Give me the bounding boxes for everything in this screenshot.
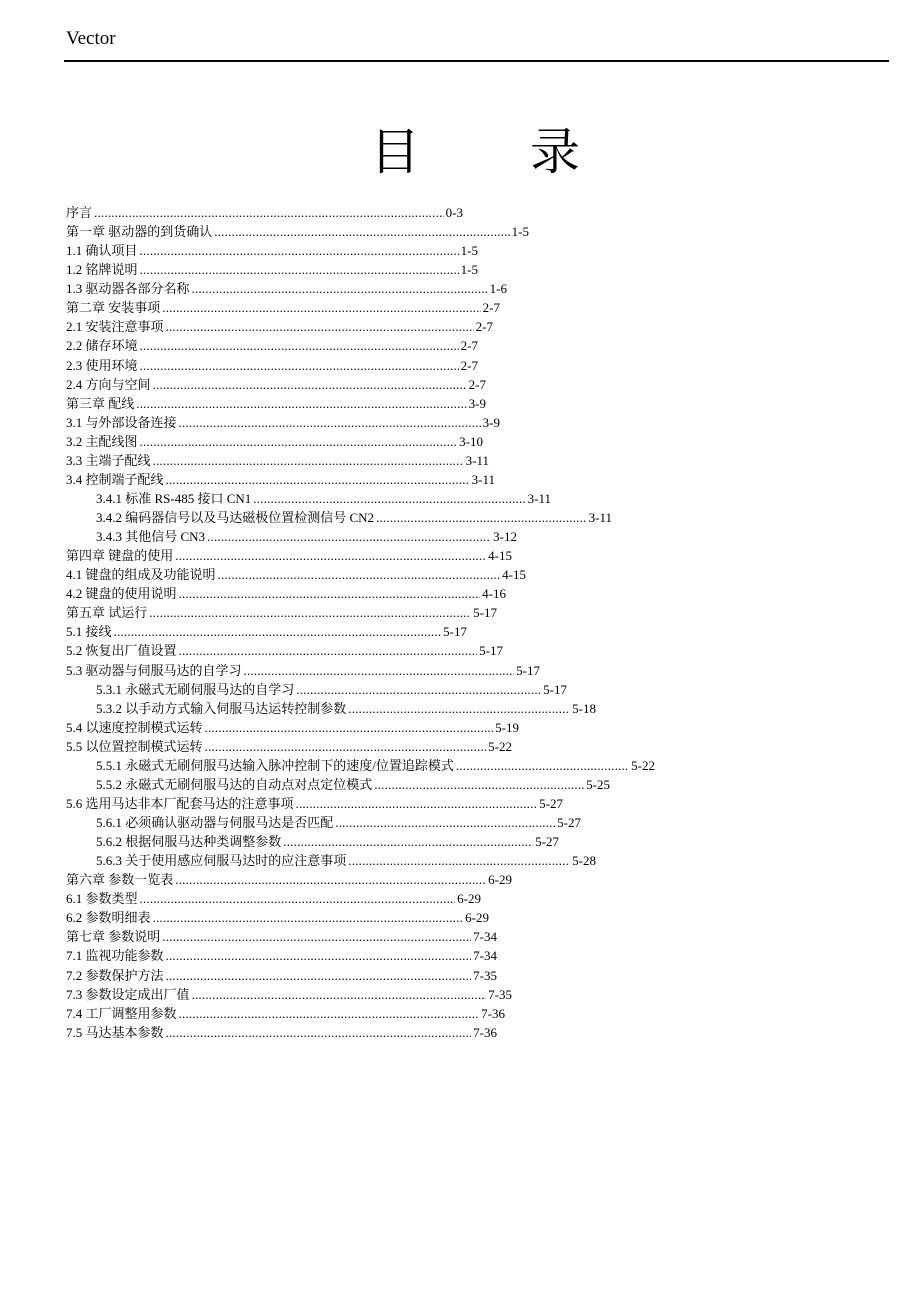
toc-entry-page: 5-18 [572,700,596,716]
leader-dots [207,527,491,546]
toc-entry-page: 4-15 [488,548,512,564]
toc-entry-label: 7.3 参数设定成出厂值 [66,986,190,1002]
leader-dots [166,317,474,336]
toc-entry[interactable] [66,260,478,279]
leader-dots [296,794,538,813]
leader-dots [244,661,515,680]
toc-entry-page: 4-15 [502,567,526,583]
leader-dots [348,851,570,870]
toc-entry-label: 5.1 接线 [66,624,112,640]
toc-entry[interactable] [66,336,478,355]
toc-entry[interactable] [66,222,529,241]
toc-entry[interactable] [66,375,486,394]
leader-dots [136,394,466,413]
leader-dots [283,832,533,851]
toc-entry[interactable] [66,661,540,680]
toc-entry-label: 第三章 配线 [66,395,135,411]
toc-entry-page: 7-35 [473,967,497,983]
toc-entry-page: 3-10 [459,433,483,449]
leader-dots [140,241,459,260]
header-title: Vector [66,28,116,49]
toc-entry[interactable] [66,1023,497,1042]
toc-entry-label: 5.3.2 以手动方式输入伺服马达运转控制参数 [96,700,347,716]
toc-entry-page: 3-11 [471,471,495,487]
toc-entry[interactable] [66,889,481,908]
toc-entry[interactable] [66,356,478,375]
leader-dots [218,565,501,584]
toc-entry-page: 2-7 [482,300,500,316]
toc-entry-label: 第二章 安装事项 [66,300,161,316]
toc-entry-page: 5-17 [443,624,467,640]
leader-dots [374,775,584,794]
toc-entry-page: 5-17 [516,662,540,678]
toc-entry-page: 5-27 [557,815,581,830]
toc-entry-page: 3-11 [527,490,551,506]
toc-entry-label: 4.1 键盘的组成及功能说明 [66,567,216,583]
leader-dots [192,279,488,298]
toc-entry-label: 第一章 驱动器的到货确认 [66,224,213,240]
leader-dots [166,1023,472,1042]
toc-entry-page: 7-35 [488,986,512,1002]
toc-entry-page: 6-29 [457,891,481,907]
toc-entry-label: 5.5.2 永磁式无刷伺服马达的自动点对点定位模式 [96,776,373,792]
toc-entry-page: 5-17 [473,605,497,621]
toc-entry[interactable] [66,794,563,813]
toc-entry-label: 3.4.3 其他信号 CN3 [96,529,206,545]
toc-entry-page: 5-27 [535,834,559,850]
toc-entry[interactable] [66,603,497,622]
toc-entry[interactable] [66,432,483,451]
toc-entry[interactable] [66,718,519,737]
leader-dots [179,641,478,660]
toc-entry-label: 第七章 参数说明 [66,929,161,945]
leader-dots [166,946,472,965]
leader-dots [179,1004,480,1023]
leader-dots [214,222,509,241]
toc-entry[interactable] [66,641,503,660]
toc-entry-page: 3-11 [588,510,612,525]
toc-entry-page: 0-3 [445,205,463,220]
toc-entry[interactable] [96,851,596,870]
leader-dots [205,737,487,756]
toc-entry-label: 3.1 与外部设备连接 [66,414,177,430]
toc-entry-page: 2-7 [475,319,493,335]
leader-dots [205,718,494,737]
toc-entry[interactable] [66,908,489,927]
leader-dots [94,203,444,222]
toc-entry[interactable] [66,241,478,260]
leader-dots [166,470,470,489]
toc-entry-label: 7.2 参数保护方法 [66,967,164,983]
toc-entry[interactable] [66,737,512,756]
toc-entry[interactable] [66,927,497,946]
leader-dots [140,260,459,279]
toc-entry-page: 1-5 [460,262,478,278]
header-rule [64,60,889,62]
toc-entry-label: 第四章 键盘的使用 [66,548,174,564]
leader-dots [162,927,471,946]
leader-dots [192,985,487,1004]
toc-entry-page: 5-27 [539,795,563,811]
toc-entry-label: 5.3 驱动器与伺服马达的自学习 [66,662,242,678]
leader-dots [140,336,459,355]
leader-dots [253,489,525,508]
leader-dots [140,889,456,908]
toc-entry[interactable] [66,203,463,222]
toc-entry-label: 5.6.3 关于使用感应伺服马达时的应注意事项 [96,853,347,869]
toc-entry-label: 5.5.1 永磁式无刷伺服马达输入脉冲控制下的速度/位置追踪模式 [96,757,454,773]
leader-dots [149,603,471,622]
toc-entry-page: 2-7 [468,376,486,392]
toc-entry[interactable] [66,279,507,298]
toc-entry[interactable] [66,985,512,1004]
toc-entry-label: 1.3 驱动器各部分名称 [66,281,190,297]
toc-entry-label: 2.1 安装注意事项 [66,319,164,335]
leader-dots [348,699,570,718]
toc-entry-page: 7-36 [473,1024,497,1040]
toc-entry[interactable] [66,470,495,489]
toc-entry-page: 7-34 [473,948,497,964]
toc-entry-label: 7.1 监视功能参数 [66,948,164,964]
toc-entry-label: 2.4 方向与空间 [66,376,151,392]
toc-entry-page: 5-28 [572,853,596,869]
page-title-char-2: 录 [530,123,580,181]
toc-entry-page: 4-16 [482,586,506,602]
leader-dots [114,622,442,641]
toc-entry-label: 序言 [66,205,93,220]
toc-entry-label: 第六章 参数一览表 [66,872,174,888]
toc-entry[interactable] [66,1004,505,1023]
leader-dots [153,451,464,470]
table-of-contents [66,203,655,1042]
toc-entry[interactable] [96,756,655,775]
toc-entry[interactable] [66,451,489,470]
leader-dots [179,584,481,603]
toc-entry[interactable] [96,699,596,718]
toc-entry-label: 5.5 以位置控制模式运转 [66,738,203,754]
leader-dots [335,813,555,832]
toc-entry[interactable] [66,870,512,889]
toc-entry-label: 7.5 马达基本参数 [66,1024,164,1040]
toc-entry[interactable] [96,813,581,832]
toc-entry[interactable] [96,775,610,794]
toc-entry-label: 2.3 使用环境 [66,357,138,373]
toc-entry-page: 7-34 [473,929,497,945]
toc-entry[interactable] [66,622,467,641]
toc-entry-page: 5-22 [631,757,655,773]
leader-dots [166,966,472,985]
toc-entry-page: 1-5 [460,243,478,259]
toc-entry-page: 3-9 [468,395,486,411]
toc-entry[interactable] [66,546,512,565]
toc-entry-page: 7-36 [481,1005,505,1021]
toc-entry-page: 6-29 [488,872,512,888]
toc-entry-label: 3.4.1 标准 RS-485 接口 CN1 [96,490,252,506]
toc-entry-label: 5.2 恢复出厂值设置 [66,643,177,659]
toc-entry-label: 3.4 控制端子配线 [66,471,164,487]
toc-entry-label: 7.4 工厂调整用参数 [66,1005,177,1021]
leader-dots [179,413,481,432]
toc-entry[interactable] [66,413,500,432]
toc-entry-page: 2-7 [460,357,478,373]
leader-dots [140,432,458,451]
toc-entry-page: 3-11 [465,452,489,468]
toc-entry[interactable] [96,489,551,508]
toc-entry-label: 5.4 以速度控制模式运转 [66,719,203,735]
toc-entry-label: 第五章 试运行 [66,605,148,621]
toc-entry-page: 3-9 [482,414,500,430]
leader-dots [162,298,480,317]
leader-dots [175,546,486,565]
toc-entry[interactable] [96,508,612,527]
toc-entry-page: 5-22 [488,738,512,754]
toc-entry-label: 6.1 参数类型 [66,891,138,907]
toc-entry-label: 3.2 主配线图 [66,433,138,449]
toc-entry-label: 4.2 键盘的使用说明 [66,586,177,602]
toc-entry[interactable] [96,527,517,546]
toc-entry[interactable] [66,584,506,603]
leader-dots [175,870,486,889]
toc-entry-label: 5.6.1 必须确认驱动器与伺服马达是否匹配 [96,815,334,830]
toc-entry[interactable] [96,832,559,851]
toc-entry-page: 2-7 [460,338,478,354]
toc-entry-label: 3.3 主端子配线 [66,452,151,468]
page-title-char-1: 目 [370,123,420,181]
toc-entry[interactable] [66,565,526,584]
leader-dots [456,756,629,775]
leader-dots [153,908,464,927]
leader-dots [296,680,541,699]
toc-entry-page: 5-19 [495,719,519,735]
toc-entry[interactable] [66,298,500,317]
toc-entry-page: 1-6 [489,281,507,297]
toc-entry-label: 1.1 确认项目 [66,243,138,259]
toc-entry-label: 6.2 参数明细表 [66,910,151,926]
toc-entry-page: 3-12 [493,529,517,545]
toc-entry-page: 6-29 [465,910,489,926]
leader-dots [140,356,459,375]
leader-dots [376,508,587,527]
toc-entry-page: 5-17 [543,681,567,697]
leader-dots [153,375,467,394]
toc-entry-page: 1-5 [511,224,529,240]
toc-entry[interactable] [66,966,497,985]
toc-entry[interactable] [66,317,493,336]
toc-entry-label: 5.3.1 永磁式无刷伺服马达的自学习 [96,681,295,697]
toc-entry-label: 1.2 铭牌说明 [66,262,138,278]
toc-entry[interactable] [66,394,486,413]
toc-entry-label: 3.4.2 编码器信号以及马达磁极位置检测信号 CN2 [96,510,375,525]
toc-entry-page: 5-25 [586,776,610,792]
toc-entry-label: 5.6 选用马达非本厂配套马达的注意事项 [66,795,294,811]
toc-entry-page: 5-17 [479,643,503,659]
toc-entry[interactable] [96,680,567,699]
toc-entry-label: 2.2 储存环境 [66,338,138,354]
toc-entry[interactable] [66,946,497,965]
toc-entry-label: 5.6.2 根据伺服马达种类调整参数 [96,834,282,850]
